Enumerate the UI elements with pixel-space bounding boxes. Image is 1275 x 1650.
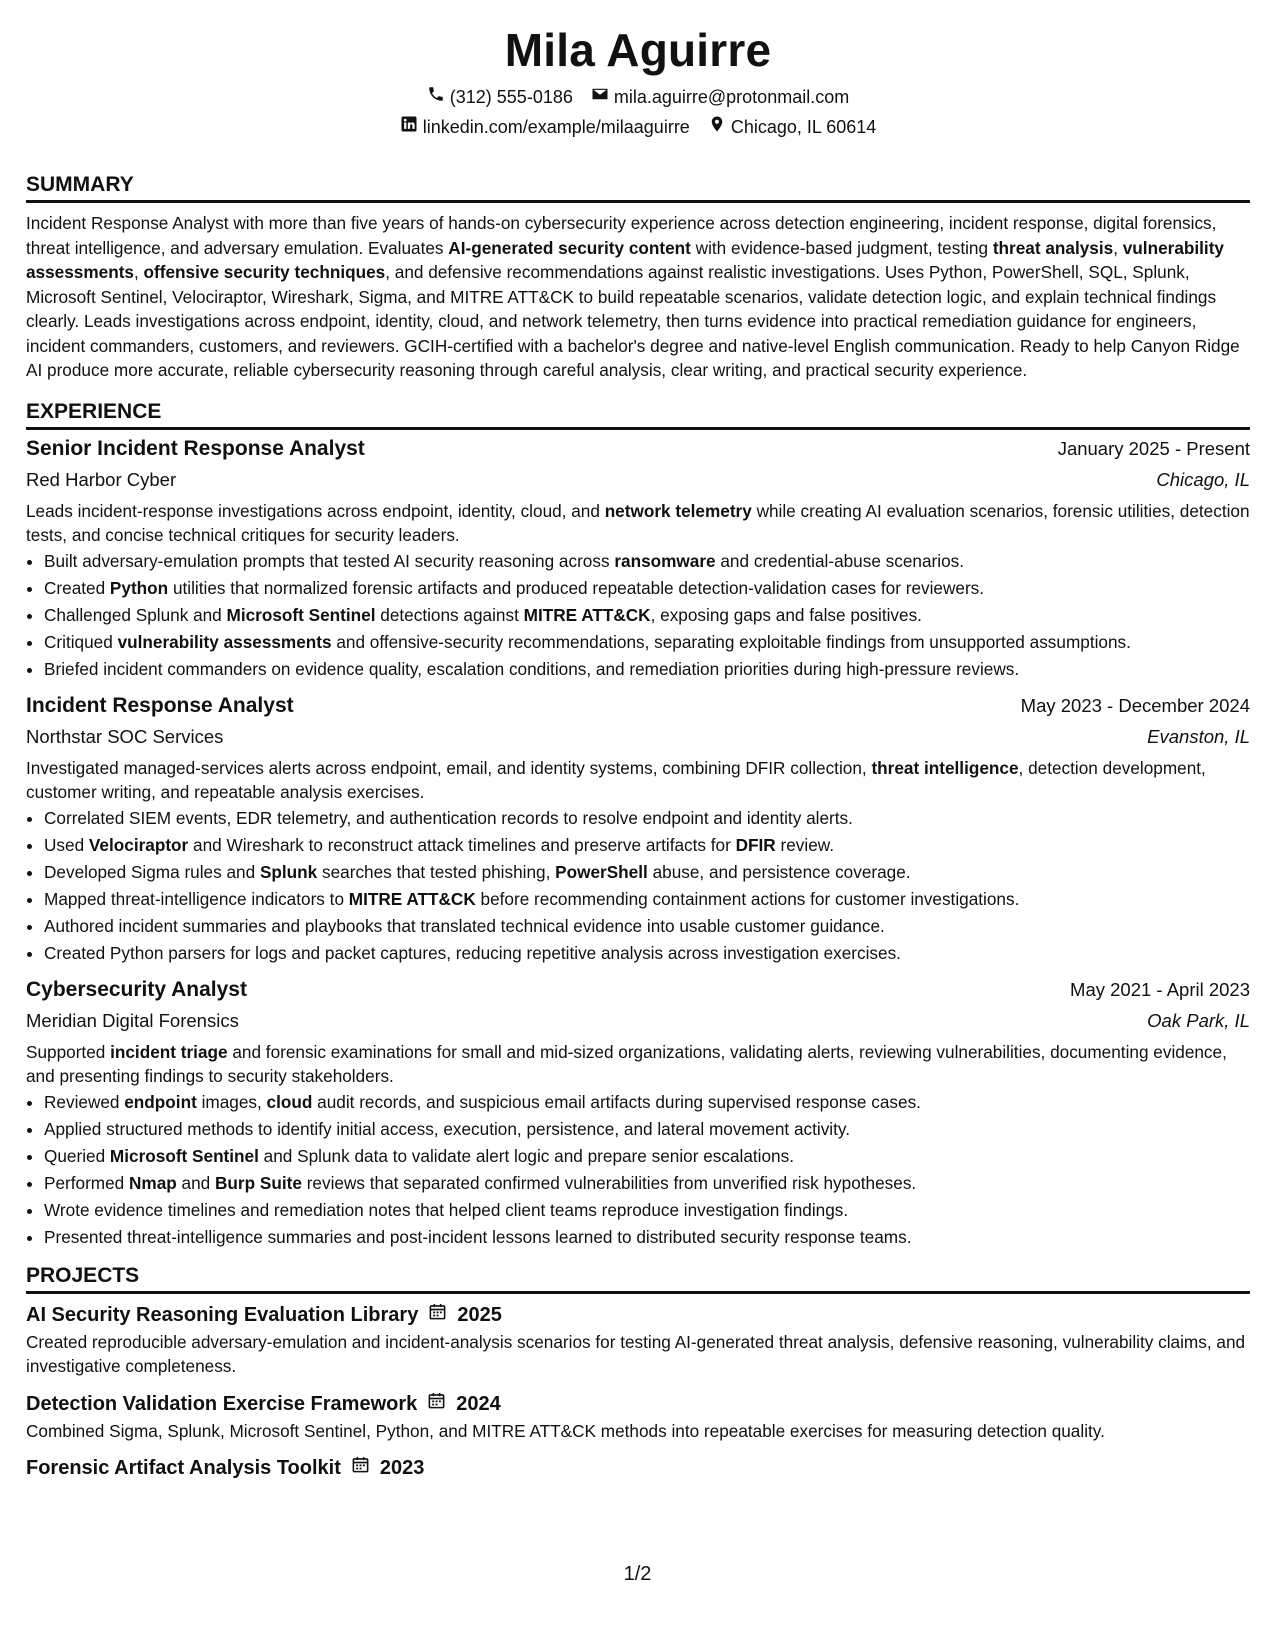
summary-text-part: , — [1113, 237, 1123, 258]
bullet-bold: Burp Suite — [215, 1172, 302, 1193]
desc-part: while creating AI evaluation scenarios, forensic utilities, detection tests, and concise technical critiques for security leaders. — [26, 500, 1250, 545]
job-location: Oak Park, IL — [1147, 1009, 1250, 1031]
bullet-text: Challenged Splunk and — [44, 604, 227, 625]
bullet-item — [44, 1143, 1250, 1170]
summary-bold: vulnerability assessments — [26, 237, 1224, 282]
bullet-item — [44, 629, 1250, 656]
project-year: 2025 — [457, 1303, 502, 1326]
project-header — [26, 1453, 1250, 1483]
summary-text-part: Incident Response Analyst with more than five years of hands-on cybersecurity experience across detection engineering, incident response, digital forensics, threat intelligence, and adversary emulation. Evaluates — [26, 213, 1217, 258]
bullet-text: Created Python parsers for logs and packet captures, reducing repetitive analysis across investigation exercises. — [44, 942, 901, 963]
job-header — [26, 434, 1250, 464]
desc-part: , detection development, customer writing, and repeatable analysis exercises. — [26, 757, 1206, 802]
job-description — [26, 756, 1250, 805]
projects-section — [26, 1263, 1250, 1484]
job-bullets — [26, 548, 1250, 683]
project-entry — [26, 1300, 1250, 1379]
bullet-text: Built adversary-emulation prompts that tested AI security reasoning across — [44, 550, 615, 571]
bullet-text: Authored incident summaries and playbooks that translated technical evidence into usable customer guidance. — [44, 915, 885, 936]
contact-row-1 — [26, 82, 1250, 112]
bullet-bold: Velociraptor — [88, 834, 189, 855]
bullet-text: Developed Sigma rules and — [44, 861, 260, 882]
summary-text-part: , — [133, 262, 144, 282]
bullet-item — [44, 602, 1250, 629]
summary-heading: SUMMARY — [26, 172, 1250, 203]
bullet-text: and offensive-security recommendations, separating exploitable findings from unsupported assumptions. — [331, 631, 1131, 652]
project-description: Combined Sigma, Splunk, Microsoft Sentinel, Python, and MITRE ATT&CK methods into repeatable exercises for measuring detection quality. — [26, 1420, 1105, 1441]
phone-icon — [427, 82, 445, 112]
linkedin-text: linkedin.com/example/milaaguirre — [422, 117, 690, 137]
bullet-item — [44, 548, 1250, 575]
job-dates: January 2025 - Present — [1057, 437, 1250, 459]
desc-part: and forensic examinations for small and mid-sized organizations, validating alerts, reviewing vulnerabilities, documenting evidence, and presenting findings to security stakeholders. — [26, 1041, 1227, 1086]
project-description: Created reproducible adversary-emulation and incident-analysis scenarios for testing AI-generated threat analysis, defensive reasoning, vulnerability claims, and investigative completeness. — [26, 1331, 1246, 1376]
envelope-icon — [591, 82, 609, 112]
bullet-bold: Python — [109, 577, 169, 598]
summary-text-part: , and defensive recommendations against realistic investigations. Uses Python, PowerShell, SQL, Splunk, Microsoft Sentinel, Velociraptor, Wireshark, Sigma, and MITRE ATT&CK to build repeatable scenarios, validate detection logic, and explain technical findings clearly. Leads investigations across endpoint, identity, cloud, and network telemetry, then turns evidence into practical remediation guidance for engineers, incident commanders, customers, and reviewers. GCIH-certified with a bachelor's degree and native-level English communication. Ready to help Canyon Ridge AI produce more accurate, reliable cybersecurity reasoning through careful analysis, clear writing, and practical security experience. — [26, 262, 1240, 380]
bullet-item — [44, 656, 1250, 683]
summary-bold: threat analysis — [992, 237, 1114, 258]
job-description — [26, 499, 1250, 548]
bullet-item — [44, 940, 1250, 967]
job-title: Incident Response Analyst — [26, 693, 294, 717]
bullet-text: Presented threat-intelligence summaries and post-incident lessons learned to distributed security response teams. — [44, 1226, 912, 1247]
job-header — [26, 975, 1250, 1005]
projects-heading: PROJECTS — [26, 1263, 1250, 1294]
bullet-item — [44, 575, 1250, 602]
job-location: Chicago, IL — [1156, 468, 1250, 490]
bullet-text: and — [176, 1172, 216, 1193]
bullet-text: before recommending containment actions for customer investigations. — [475, 888, 1020, 909]
bullet-bold: Microsoft Sentinel — [109, 1145, 259, 1166]
bullet-text: Used — [44, 834, 89, 855]
job-subheader — [26, 464, 1250, 496]
bullet-item — [44, 1170, 1250, 1197]
candidate-name: Mila Aguirre — [504, 24, 772, 76]
bullet-item — [44, 886, 1250, 913]
calendar-icon — [428, 1300, 447, 1330]
bullet-text: Briefed incident commanders on evidence quality, escalation conditions, and remediation priorities during high-pressure reviews. — [44, 658, 1020, 679]
job-header — [26, 691, 1250, 721]
email-text: mila.aguirre@protonmail.com — [613, 87, 850, 107]
bullet-text: and Wireshark to reconstruct attack timelines and preserve artifacts for — [188, 834, 736, 855]
job-description — [26, 1040, 1250, 1089]
bullet-text: review. — [775, 834, 834, 855]
bullet-item — [44, 1116, 1250, 1143]
project-title: Detection Validation Exercise Framework — [26, 1392, 418, 1415]
project-title: AI Security Reasoning Evaluation Library — [26, 1303, 419, 1326]
experience-heading: EXPERIENCE — [26, 399, 1250, 430]
bullet-bold: endpoint — [124, 1091, 197, 1112]
bullet-text: Applied structured methods to identify initial access, execution, persistence, and lateral movement activity. — [44, 1118, 850, 1139]
location-text: Chicago, IL 60614 — [730, 117, 877, 137]
bullet-text: abuse, and persistence coverage. — [647, 861, 911, 882]
desc-part: Supported — [26, 1041, 111, 1062]
bullet-item — [44, 832, 1250, 859]
bullet-text: and credential-abuse scenarios. — [715, 550, 965, 571]
job-title: Cybersecurity Analyst — [26, 977, 247, 1001]
job-subheader — [26, 1005, 1250, 1037]
page-number: 1/2 — [623, 1563, 652, 1585]
job-dates: May 2021 - April 2023 — [1070, 978, 1250, 1000]
bullet-text: Queried — [44, 1145, 110, 1166]
bullet-text: Critiqued — [44, 631, 118, 652]
bullet-item — [44, 805, 1250, 832]
summary-text-part: with evidence-based judgment, testing — [690, 237, 993, 258]
bullet-text: images, — [196, 1091, 267, 1112]
desc-bold: threat intelligence — [871, 757, 1019, 778]
bullet-bold: DFIR — [735, 834, 776, 855]
bullet-item — [44, 859, 1250, 886]
phone-contact — [427, 82, 573, 112]
summary-bold: offensive security techniques — [143, 262, 386, 282]
bullet-bold: Microsoft Sentinel — [226, 604, 376, 625]
bullet-bold: cloud — [266, 1091, 313, 1112]
project-year: 2024 — [456, 1392, 501, 1415]
job-subheader — [26, 721, 1250, 753]
map-pin-icon — [708, 112, 726, 142]
bullet-text: and Splunk data to validate alert logic and prepare senior escalations. — [258, 1145, 794, 1166]
bullet-item — [44, 1089, 1250, 1116]
project-entry — [26, 1453, 1250, 1483]
job-title: Senior Incident Response Analyst — [26, 436, 365, 460]
project-year: 2023 — [379, 1457, 425, 1479]
contact-row-2 — [26, 112, 1250, 142]
bullet-item — [44, 913, 1250, 940]
phone-text: (312) 555-0186 — [449, 87, 573, 107]
job-dates: May 2023 - December 2024 — [1020, 694, 1250, 716]
desc-part: Leads incident-response investigations across endpoint, identity, cloud, and — [26, 500, 605, 521]
bullet-text: utilities that normalized forensic artifacts and produced repeatable detection-validation cases for reviewers. — [168, 577, 985, 598]
job-entry — [26, 975, 1250, 1251]
linkedin-icon — [400, 112, 418, 142]
bullet-text: , exposing gaps and false positives. — [650, 604, 922, 625]
bullet-text: Wrote evidence timelines and remediation notes that helped client teams reproduce investigation findings. — [44, 1199, 849, 1220]
desc-bold: network telemetry — [604, 500, 752, 521]
summary-bold: AI-generated security content — [448, 237, 691, 258]
location-contact — [708, 112, 876, 142]
bullet-bold: Nmap — [129, 1172, 177, 1193]
email-contact[interactable] — [591, 82, 849, 112]
linkedin-contact[interactable] — [400, 112, 690, 142]
calendar-icon — [427, 1389, 446, 1419]
job-location: Evanston, IL — [1147, 725, 1250, 747]
desc-part: Investigated managed-services alerts across endpoint, email, and identity systems, combining DFIR collection, — [26, 757, 872, 778]
bullet-text: detections against — [375, 604, 524, 625]
bullet-bold: ransomware — [614, 550, 716, 571]
bullet-bold: vulnerability assessments — [117, 631, 332, 652]
summary-text — [26, 211, 1250, 383]
project-title: Forensic Artifact Analysis Toolkit — [26, 1457, 341, 1479]
bullet-bold: PowerShell — [555, 861, 648, 882]
bullet-text: Created — [44, 577, 110, 598]
bullet-bold: MITRE ATT&CK — [523, 604, 651, 625]
company-name: Northstar SOC Services — [26, 725, 224, 747]
project-header — [26, 1389, 1250, 1419]
resume-page — [26, 0, 1250, 1483]
company-name: Red Harbor Cyber — [26, 468, 177, 490]
bullet-text: Correlated SIEM events, EDR telemetry, and authentication records to resolve endpoint and identity alerts. — [44, 807, 853, 828]
job-bullets — [26, 1089, 1250, 1251]
bullet-bold: Splunk — [259, 861, 318, 882]
job-bullets — [26, 805, 1250, 967]
job-entry — [26, 434, 1250, 683]
bullet-text: audit records, and suspicious email artifacts during supervised response cases. — [312, 1091, 921, 1112]
bullet-text: Performed — [44, 1172, 130, 1193]
bullet-item — [44, 1197, 1250, 1224]
bullet-text: Mapped threat-intelligence indicators to — [44, 888, 349, 909]
bullet-text: reviews that separated confirmed vulnerabilities from unverified risk hypotheses. — [301, 1172, 917, 1193]
bullet-item — [44, 1224, 1250, 1251]
experience-section — [26, 399, 1250, 1251]
project-header — [26, 1300, 1250, 1330]
bullet-bold: MITRE ATT&CK — [348, 888, 476, 909]
company-name: Meridian Digital Forensics — [26, 1009, 239, 1031]
job-entry — [26, 691, 1250, 967]
bullet-text: Reviewed — [44, 1091, 125, 1112]
calendar-icon — [351, 1453, 370, 1483]
summary-section — [26, 172, 1250, 383]
desc-bold: incident triage — [110, 1041, 228, 1062]
bullet-text: searches that tested phishing, — [317, 861, 556, 882]
project-entry — [26, 1389, 1250, 1444]
